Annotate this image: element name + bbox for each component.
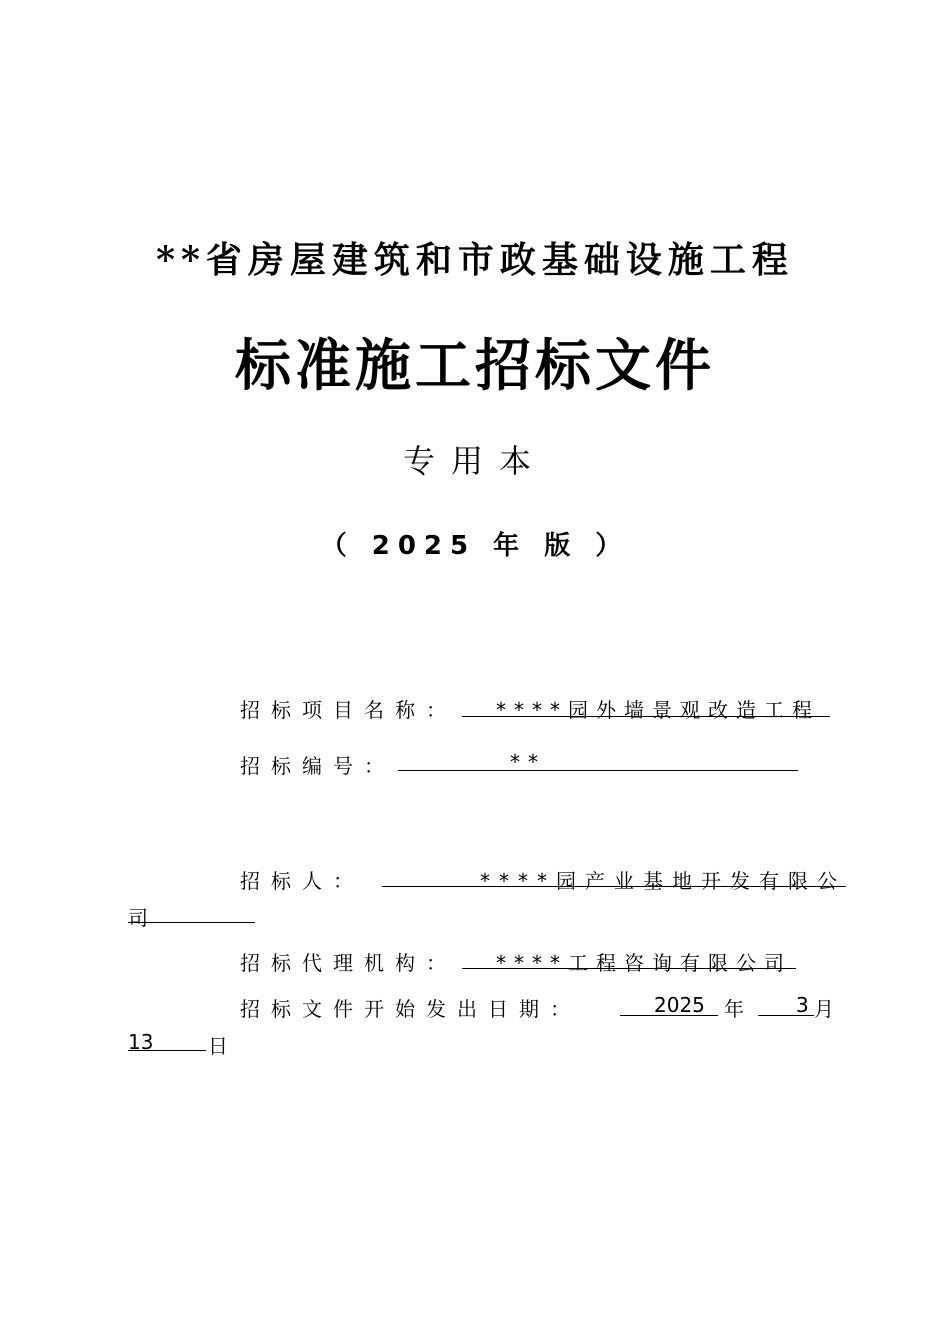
project-name-label: 招标项目名称： — [240, 698, 457, 722]
tenderer-value-line2: 司 — [128, 906, 148, 930]
tender-number-value: ** — [510, 750, 546, 774]
project-name-value: ****园外墙景观改造工程 — [496, 698, 820, 722]
issue-year-unit: 年 — [724, 997, 744, 1021]
issue-date-label: 招标文件开始发出日期： — [240, 997, 581, 1021]
issue-day-value: 13 — [128, 1030, 154, 1054]
document-title-line1: **省房屋建筑和市政基础设施工程 — [156, 239, 794, 281]
agency-label: 招标代理机构： — [240, 951, 457, 975]
document-subtitle: 专用本 — [402, 442, 547, 480]
agency-value: ****工程咨询有限公司 — [496, 951, 792, 975]
tenderer-value-line1: ****园产业基地开发有限公 — [480, 869, 846, 893]
tender-number-label: 招标编号： — [240, 754, 395, 778]
issue-month-value: 3 — [796, 993, 809, 1017]
document-title-line2: 标准施工招标文件 — [235, 333, 715, 399]
issue-year-value: 2025 — [654, 993, 705, 1017]
issue-month-unit: 月 — [814, 997, 834, 1021]
issue-day-unit: 日 — [208, 1034, 228, 1058]
tenderer-label: 招标人： — [240, 869, 364, 893]
tenderer-underline-2 — [128, 922, 255, 923]
tender-number-underline — [398, 770, 798, 771]
document-edition: （ 2025 年 版 ） — [320, 531, 630, 561]
